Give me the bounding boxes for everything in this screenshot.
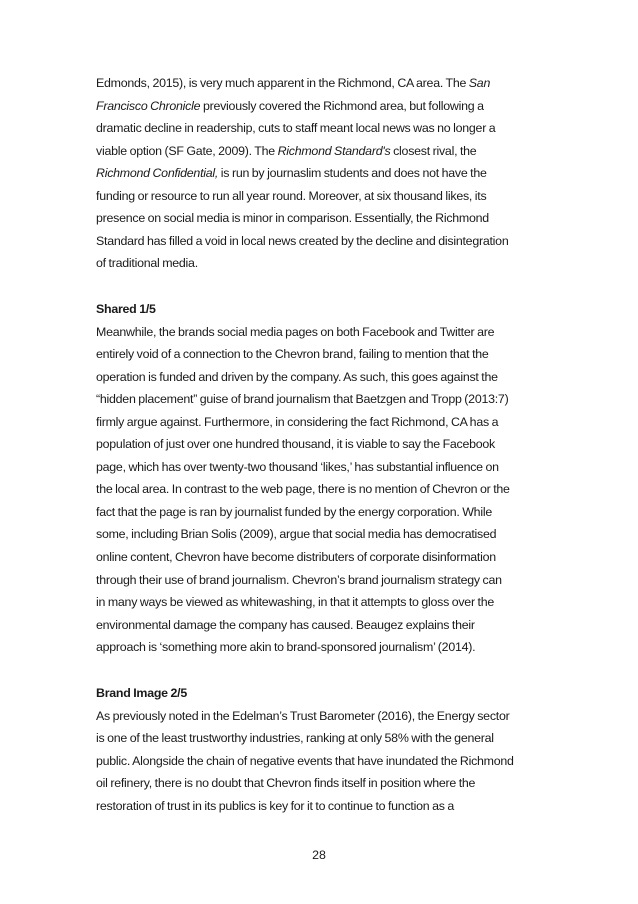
body-line: “hidden placement” guise of brand journalism that Baetzgen and Tropp (2013:7) (96, 392, 509, 407)
body-line: the local area. In contrast to the web page, there is no mention of Chevron or the (96, 482, 510, 497)
text-run: previously covered the Richmond area, but following a (200, 98, 484, 113)
body-line: As previously noted in the Edelman’s Trust Barometer (2016), the Energy sector (96, 708, 510, 723)
body-line: dramatic decline in readership, cuts to staff meant local news was no longer a (96, 121, 496, 136)
text-run: is run by journaslim students and does not have the (218, 166, 487, 181)
body-line: approach is ‘something more akin to brand-sponsored journalism’ (2014). (96, 640, 476, 655)
body-line: operation is funded and driven by the company. As such, this goes against the (96, 369, 498, 384)
body-line: funding or resource to run all year round. Moreover, at six thousand likes, its (96, 188, 487, 203)
text-run: closest rival, the (390, 143, 477, 158)
body-line: restoration of trust in its publics is key for it to continue to function as a (96, 798, 454, 813)
intro-paragraph (96, 72, 544, 275)
body-line: population of just over one hundred thousand, it is viable to say the Facebook (96, 437, 496, 452)
body-line: Meanwhile, the brands social media pages on both Facebook and Twitter are (96, 324, 495, 339)
body-line: of traditional media. (96, 256, 198, 271)
body-line: Standard has filled a void in local news created by the decline and disintegration (96, 233, 509, 248)
body-line: environmental damage the company has caused. Beaugez explains their (96, 617, 475, 632)
body-line: some, including Brian Solis (2009), argue that social media has democratised (96, 527, 497, 542)
text-run: Edmonds, 2015), is very much apparent in the Richmond, CA area. The (96, 76, 469, 90)
section-heading: Shared 1/5 (96, 302, 156, 316)
body-line: is one of the least trustworthy industries, ranking at only 58% with the general (96, 731, 494, 746)
body-line: oil refinery, there is no doubt that Chevron finds itself in position where the (96, 776, 476, 791)
body-line: public. Alongside the chain of negative events that have inundated the Richmond (96, 753, 514, 768)
body-line (96, 72, 544, 95)
italic-text-run: Richmond Standard's (277, 143, 391, 158)
body-line: presence on social media is minor in comparison. Essentially, the Richmond (96, 211, 489, 226)
section-heading: Brand Image 2/5 (96, 686, 187, 700)
body-line (96, 140, 544, 163)
body-line: fact that the page is ran by journalist funded by the energy corporation. While (96, 504, 492, 519)
body-line: through their use of brand journalism. Chevron’s brand journalism strategy can (96, 572, 502, 587)
text-run: viable option (SF Gate, 2009). The (96, 143, 278, 158)
body-line (96, 95, 544, 118)
body-line: in many ways be viewed as whitewashing, in that it attempts to gloss over the (96, 595, 494, 610)
section-brand-image (96, 682, 544, 817)
body-line: online content, Chevron have become distributers of corporate disinformation (96, 550, 496, 565)
italic-text-run: Richmond Confidential, (96, 166, 219, 181)
body-line: page, which has over twenty-two thousand ‘likes,’ has substantial influence on (96, 459, 499, 474)
body-line (96, 162, 544, 185)
body-line: firmly argue against. Furthermore, in considering the fact Richmond, CA has a (96, 414, 499, 429)
italic-text-run: San (468, 76, 491, 90)
section-shared (96, 298, 544, 659)
italic-text-run: Francisco Chronicle (96, 98, 201, 113)
page-number: 28 (312, 848, 326, 862)
body-line: entirely void of a connection to the Chevron brand, failing to mention that the (96, 347, 489, 362)
